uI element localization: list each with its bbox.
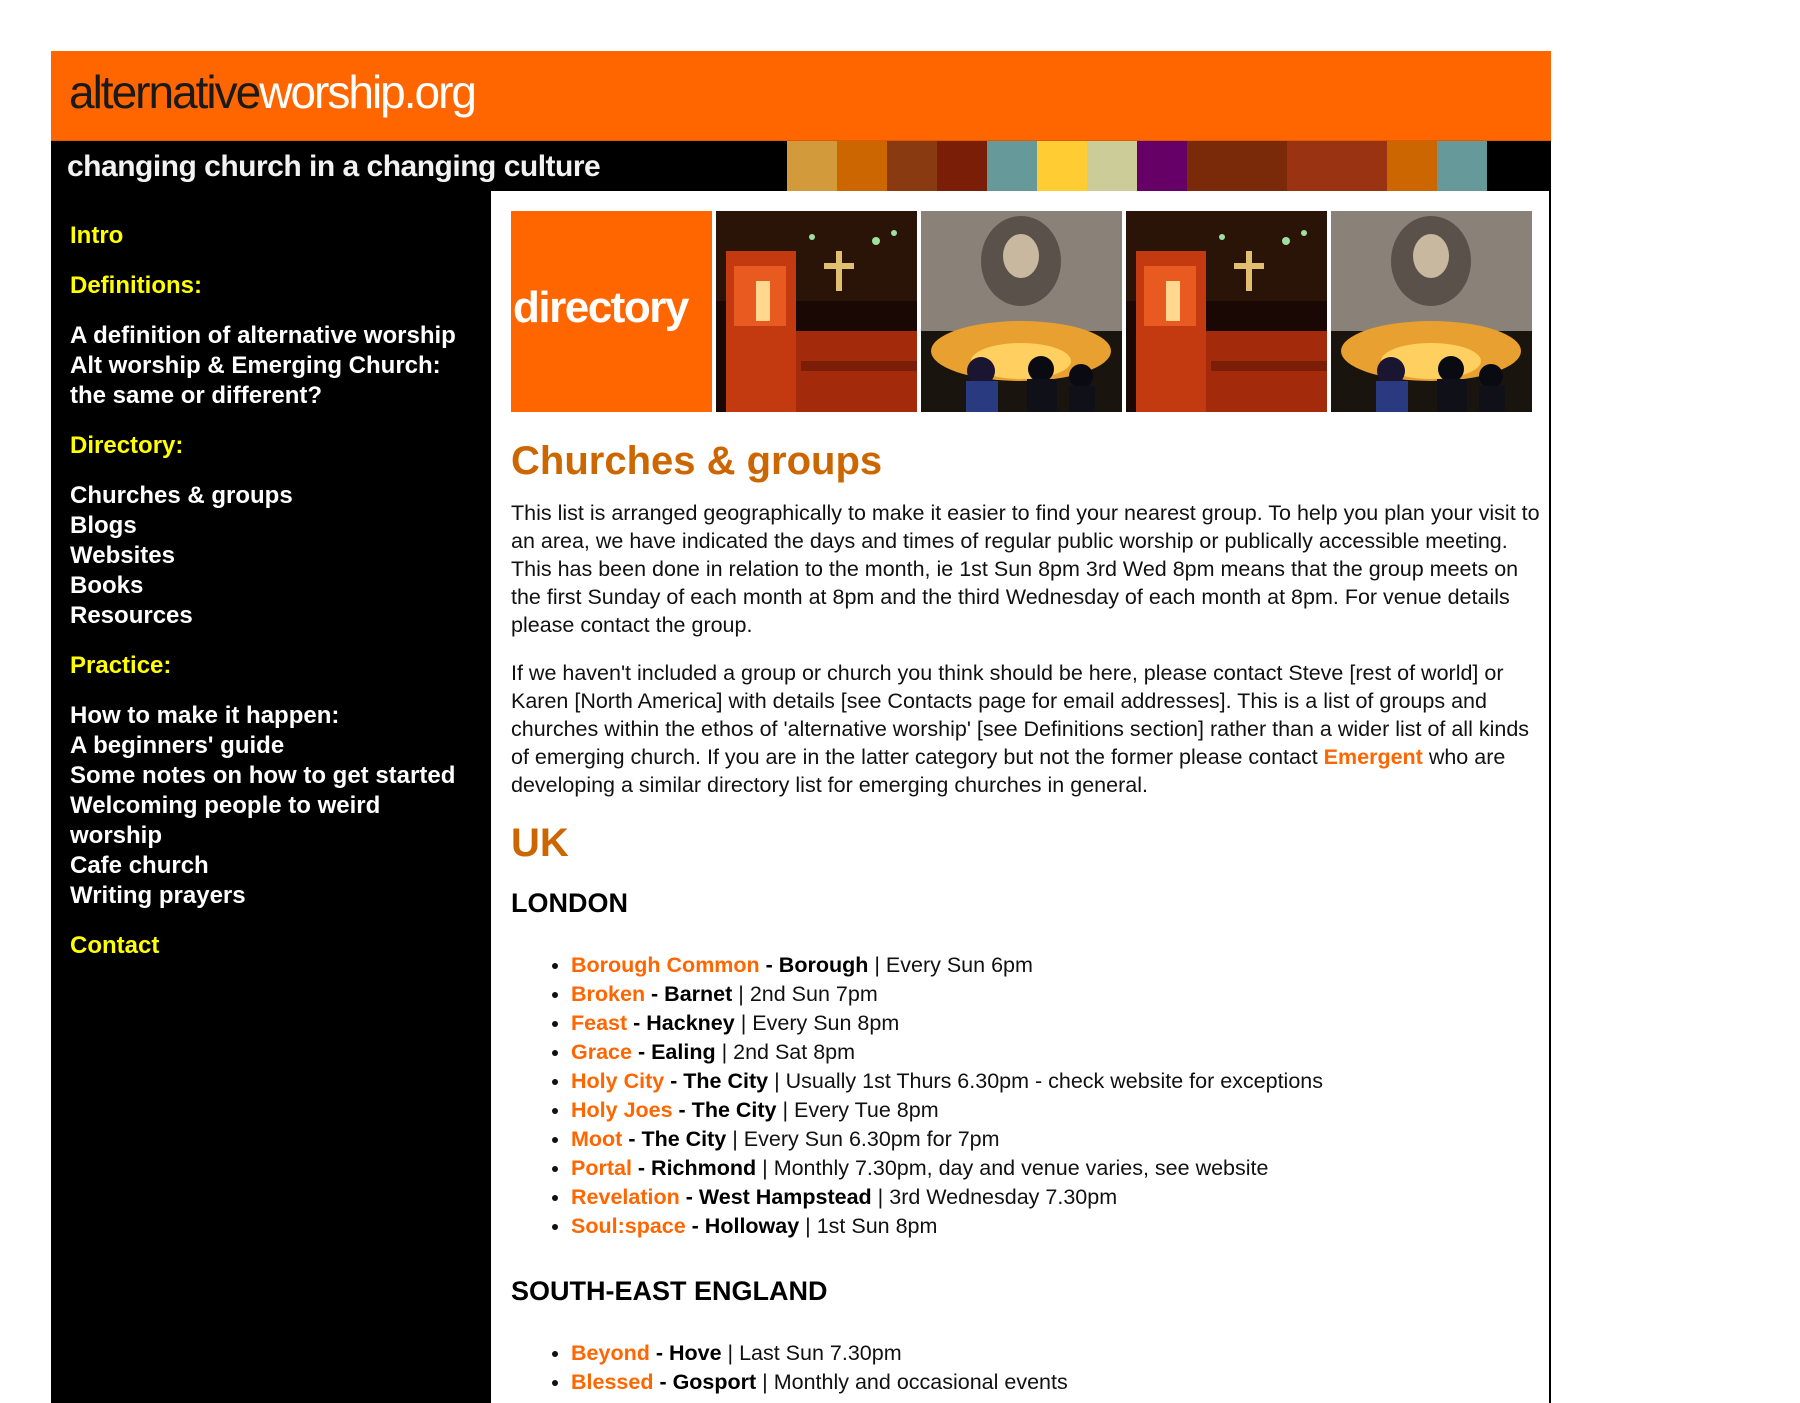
list-item bbox=[571, 1183, 1541, 1212]
list-item bbox=[571, 1096, 1541, 1125]
nav-blogs[interactable]: Blogs bbox=[70, 512, 137, 539]
group-link[interactable]: Moot bbox=[571, 1127, 623, 1151]
country-heading: UK bbox=[511, 821, 569, 865]
group-schedule: | Monthly and occasional events bbox=[756, 1370, 1068, 1394]
emergent-link[interactable]: Emergent bbox=[1323, 745, 1423, 769]
nav-alt-emerging-link[interactable]: Alt worship & Emerging Church: bbox=[70, 352, 441, 379]
color-swatch bbox=[1187, 141, 1287, 191]
group-list bbox=[511, 1339, 1541, 1397]
banner-photo-projection bbox=[921, 211, 1122, 412]
directory-label-tile bbox=[511, 211, 712, 412]
group-schedule: | Every Tue 8pm bbox=[776, 1098, 939, 1122]
article bbox=[511, 437, 1541, 1397]
group-schedule: | 2nd Sun 7pm bbox=[732, 982, 878, 1006]
contact-paragraph-end: who are developing a similar directory list for emerging churches in general. bbox=[511, 745, 1506, 797]
sidebar bbox=[51, 191, 491, 1403]
site-header bbox=[51, 51, 1551, 141]
color-swatch bbox=[1037, 141, 1087, 191]
nav-how-to-make-it-happen[interactable]: How to make it happen: bbox=[70, 702, 340, 729]
group-schedule: | Usually 1st Thurs 6.30pm - check website for exceptions bbox=[768, 1069, 1323, 1093]
regions-list bbox=[511, 883, 1541, 1397]
nav-practice-heading[interactable]: Practice: bbox=[70, 652, 172, 679]
nav-definitions-group bbox=[70, 321, 480, 411]
list-item bbox=[571, 1009, 1541, 1038]
nav-welcoming-people-cont[interactable]: worship bbox=[70, 822, 163, 849]
list-item bbox=[571, 951, 1541, 980]
color-swatch bbox=[1437, 141, 1487, 191]
color-swatch bbox=[1387, 141, 1437, 191]
list-item bbox=[571, 1067, 1541, 1096]
color-swatch bbox=[1287, 141, 1387, 191]
site-wrapper bbox=[51, 51, 1551, 1403]
group-location: - Gosport bbox=[653, 1370, 757, 1394]
group-location: - Ealing bbox=[631, 1040, 716, 1064]
banner-photo-projection-2 bbox=[1331, 211, 1532, 412]
color-swatch bbox=[987, 141, 1037, 191]
group-schedule: | Every Sun 8pm bbox=[734, 1011, 900, 1035]
banner-photo-altar-2 bbox=[1126, 211, 1327, 412]
contact-paragraph-text: If we haven't included a group or church you think should be here, please contact Steve [rest of world] or Karen [North America] with details [see Contacts page for email addresses]. This is a list of groups and churches within the ethos of 'alternative worship' [see Definitions section] rather than a wider list of all kinds of emerging church. If you are in the latter category but not the former please contact bbox=[511, 661, 1530, 769]
list-item bbox=[571, 1212, 1541, 1241]
site-tagline: changing church in a changing culture bbox=[67, 150, 601, 183]
nav-writing-prayers[interactable]: Writing prayers bbox=[70, 882, 246, 909]
logo-text-dark: alternative bbox=[69, 66, 260, 118]
directory-banner bbox=[511, 211, 1532, 412]
group-location: - Richmond bbox=[631, 1156, 757, 1180]
nav-definition-link[interactable]: A definition of alternative worship bbox=[70, 322, 456, 349]
group-link[interactable]: Grace bbox=[571, 1040, 632, 1064]
region-heading: SOUTH-EAST ENGLAND bbox=[511, 1276, 828, 1306]
nav-directory-group bbox=[70, 481, 480, 631]
nav-intro[interactable]: Intro bbox=[70, 222, 124, 249]
color-swatch bbox=[1137, 141, 1187, 191]
color-strip bbox=[787, 141, 1487, 191]
group-schedule: | Last Sun 7.30pm bbox=[721, 1341, 902, 1365]
contact-paragraph bbox=[511, 659, 1541, 799]
group-location: - Hove bbox=[649, 1341, 722, 1365]
list-item bbox=[571, 1038, 1541, 1067]
sidebar-nav bbox=[70, 221, 480, 981]
page-title: Churches & groups bbox=[511, 439, 883, 483]
group-location: - Hackney bbox=[627, 1011, 735, 1035]
nav-directory-heading[interactable]: Directory: bbox=[70, 432, 184, 459]
region-heading: LONDON bbox=[511, 888, 628, 918]
nav-definitions-heading[interactable]: Definitions: bbox=[70, 272, 202, 299]
group-schedule: | 3rd Wednesday 7.30pm bbox=[871, 1185, 1118, 1209]
color-swatch bbox=[787, 141, 837, 191]
nav-practice-group bbox=[70, 701, 480, 911]
group-link[interactable]: Blessed bbox=[571, 1370, 654, 1394]
group-location: - West Hampstead bbox=[679, 1185, 872, 1209]
color-swatch bbox=[937, 141, 987, 191]
group-schedule: | Every Sun 6pm bbox=[868, 953, 1033, 977]
tagline-bar bbox=[51, 141, 1551, 191]
nav-websites[interactable]: Websites bbox=[70, 542, 175, 569]
group-link[interactable]: Holy Joes bbox=[571, 1098, 673, 1122]
nav-resources[interactable]: Resources bbox=[70, 602, 193, 629]
group-link[interactable]: Holy City bbox=[571, 1069, 665, 1093]
site-logo[interactable] bbox=[69, 66, 476, 118]
logo-text-light: worship.org bbox=[259, 66, 476, 118]
color-swatch bbox=[887, 141, 937, 191]
group-link[interactable]: Borough Common bbox=[571, 953, 760, 977]
group-schedule: | 1st Sun 8pm bbox=[799, 1214, 938, 1238]
group-link[interactable]: Broken bbox=[571, 982, 646, 1006]
list-item bbox=[571, 980, 1541, 1009]
list-item bbox=[571, 1125, 1541, 1154]
group-link[interactable]: Soul:space bbox=[571, 1214, 686, 1238]
group-list bbox=[511, 951, 1541, 1241]
color-swatch bbox=[837, 141, 887, 191]
nav-churches-groups[interactable]: Churches & groups bbox=[70, 482, 293, 509]
group-location: - The City bbox=[622, 1127, 727, 1151]
group-location: - Borough bbox=[759, 953, 869, 977]
nav-beginners-guide[interactable]: A beginners' guide bbox=[70, 732, 285, 759]
group-link[interactable]: Beyond bbox=[571, 1341, 650, 1365]
group-location: - Holloway bbox=[685, 1214, 800, 1238]
group-location: - The City bbox=[664, 1069, 769, 1093]
group-link[interactable]: Revelation bbox=[571, 1185, 680, 1209]
group-link[interactable]: Portal bbox=[571, 1156, 632, 1180]
intro-paragraph: This list is arranged geographically to make it easier to find your nearest group. To help you plan your visit to an area, we have indicated the days and times of regular public worship or publically accessible meeting. This has been done in relation to the month, ie 1st Sun 8pm 3rd Wed 8pm means that the group meets on the first Sunday of each month at 8pm and the third Wednesday of each month at 8pm. For venue details please contact the group. bbox=[511, 501, 1540, 637]
nav-getting-started[interactable]: Some notes on how to get started bbox=[70, 762, 456, 789]
nav-books[interactable]: Books bbox=[70, 572, 144, 599]
group-schedule: | Every Sun 6.30pm for 7pm bbox=[726, 1127, 1000, 1151]
group-link[interactable]: Feast bbox=[571, 1011, 628, 1035]
nav-cafe-church[interactable]: Cafe church bbox=[70, 852, 209, 879]
list-item bbox=[571, 1154, 1541, 1183]
group-location: - Barnet bbox=[645, 982, 733, 1006]
group-location: - The City bbox=[672, 1098, 777, 1122]
nav-alt-emerging-link-cont[interactable]: the same or different? bbox=[70, 382, 323, 409]
directory-label: directory bbox=[513, 283, 688, 332]
color-swatch bbox=[1087, 141, 1137, 191]
group-schedule: | 2nd Sat 8pm bbox=[715, 1040, 856, 1064]
nav-welcoming-people[interactable]: Welcoming people to weird bbox=[70, 792, 381, 819]
main-content bbox=[491, 191, 1551, 1403]
list-item bbox=[571, 1368, 1541, 1397]
nav-contact[interactable]: Contact bbox=[70, 932, 160, 959]
banner-photo-altar bbox=[716, 211, 917, 412]
list-item bbox=[571, 1339, 1541, 1368]
group-schedule: | Monthly 7.30pm, day and venue varies, see website bbox=[756, 1156, 1269, 1180]
